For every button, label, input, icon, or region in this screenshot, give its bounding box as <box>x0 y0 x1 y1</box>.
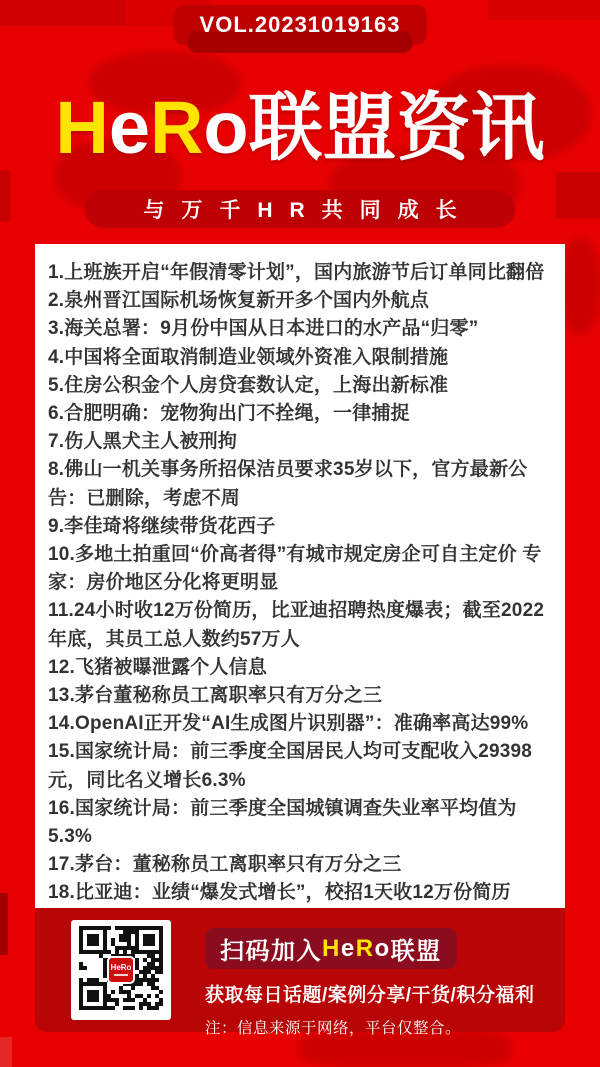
news-item: 11.24小时收12万份简历，比亚迪招聘热度爆表；截至2022年底，其员工总人数约57万人 <box>48 600 545 650</box>
footer-panel <box>35 908 565 1037</box>
news-item: 5.住房公积金个人房贷套数认定，上海出新标准 <box>48 374 449 396</box>
cta-segment: 扫码加入 <box>220 938 322 965</box>
qr-code <box>71 920 171 1020</box>
bg-patch <box>0 0 125 26</box>
hero-logo-text: HeRo <box>110 963 132 972</box>
bg-patch <box>0 1037 12 1067</box>
news-item: 18.比亚迪：业绩“爆发式增长”，校招1天收12万份简历 <box>48 882 511 904</box>
subtitle-text: 与万千HR共同成长 <box>143 199 474 222</box>
news-item: 7.伤人黑犬主人被刑拘 <box>48 431 238 453</box>
cta-segment: 联盟 <box>390 938 442 965</box>
title-segment: H <box>55 86 109 169</box>
volume-text: VOL.20231019163 <box>199 12 401 37</box>
news-item: 3.海关总署：9月份中国从日本进口的水产品“归零” <box>48 318 479 340</box>
disclaimer-note: 注：信息来源于网络，平台仅整合。 <box>205 1020 462 1037</box>
cta-segment: e <box>340 934 356 962</box>
news-item: 2.泉州晋江国际机场恢复新开多个国内外航点 <box>48 290 430 312</box>
news-item: 1.上班族开启“年假清零计划”，国内旅游节后订单同比翻倍 <box>48 262 545 283</box>
cta-pill <box>205 928 457 969</box>
title-segment: e <box>108 86 150 169</box>
world-map-blob <box>560 238 600 333</box>
news-item: 17.茅台：董秘称员工离职率只有万分之三 <box>48 854 402 876</box>
bg-patch <box>0 893 8 955</box>
hero-logo <box>107 956 135 984</box>
bg-patch <box>556 172 600 218</box>
news-item: 10.多地土拍重回“价高者得”有城市规定房企可自主定价 专家：房价地区分化将更明显 <box>48 544 542 594</box>
news-item: 13.茅台董秘称员工离职率只有万分之三 <box>48 685 383 707</box>
news-item: 4.中国将全面取消制造业领域外资准入限制措施 <box>48 346 449 368</box>
bg-patch <box>488 0 600 20</box>
news-item: 15.国家统计局：前三季度全国居民人均可支配收入29398元，同比名义增长6.3% <box>48 741 533 791</box>
news-card <box>35 244 565 908</box>
benefits-text: 获取每日话题/案例分享/干货/积分福利 <box>205 985 535 1006</box>
news-item: 16.国家统计局：前三季度全国城镇调查失业率平均值为5.3% <box>48 797 517 848</box>
news-item: 14.OpenAI正开发“AI生成图片识别器”：准确率高达99% <box>48 713 529 735</box>
cta-segment: R <box>355 934 375 962</box>
title-segment: o <box>203 86 249 169</box>
volume-badge <box>174 5 427 45</box>
subtitle-bar <box>85 190 515 228</box>
news-item: 6.合肥明确：宠物狗出门不拴绳，一律捕捉 <box>48 403 410 425</box>
page-title <box>0 78 600 178</box>
news-item: 12.飞猪被曝泄露个人信息 <box>48 656 268 678</box>
hero-logo-underline <box>114 974 128 976</box>
cta-segment: o <box>374 934 391 962</box>
cta-segment: H <box>322 934 341 962</box>
news-item: 8.佛山一机关事务所招保洁员要求35岁以下，官方最新公告：已删除，考虑不周 <box>48 459 528 509</box>
title-segment: 联盟资讯 <box>248 86 545 169</box>
footer-text-block <box>205 928 555 1038</box>
news-item: 9.李佳琦将继续带货花西子 <box>48 515 276 537</box>
title-segment: R <box>149 86 204 169</box>
